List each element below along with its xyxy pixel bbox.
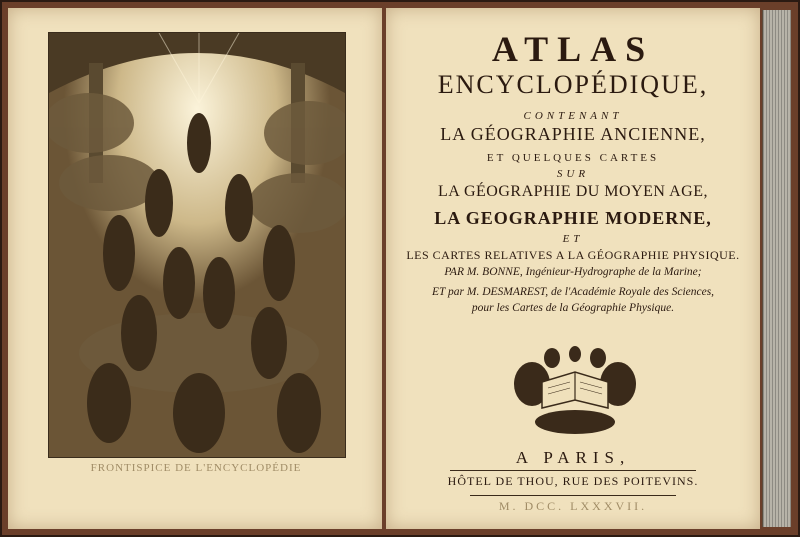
divider-bottom bbox=[470, 495, 676, 496]
text-cartes-physique: LES CARTES RELATIVES A LA GÉOGRAPHIE PHYSIQUE. bbox=[406, 248, 740, 262]
engraving-illustration bbox=[49, 33, 345, 457]
frontispiece-caption: FRONTISPICE DE L'ENCYCLOPÉDIE bbox=[90, 462, 302, 474]
text-quelques-cartes: ET QUELQUES CARTES bbox=[486, 152, 660, 164]
frontispiece-engraving bbox=[48, 32, 346, 458]
divider-top bbox=[450, 470, 696, 471]
text-sur: SUR bbox=[556, 168, 590, 180]
text-et: ET bbox=[562, 233, 584, 245]
book-vignette-icon bbox=[512, 344, 638, 436]
text-moyen-age: LA GÉOGRAPHIE DU MOYEN AGE, bbox=[438, 183, 708, 200]
text-geographie-ancienne: LA GÉOGRAPHIE ANCIENNE, bbox=[440, 124, 706, 144]
text-author-bonne: PAR M. BONNE, Ingénieur-Hydrographe de la Marine; bbox=[444, 266, 702, 278]
text-author-desmarest-cont: pour les Cartes de la Géographie Physique. bbox=[471, 302, 675, 314]
text-date: M. DCC. LXXXVII. bbox=[498, 499, 648, 513]
text-contenant: CONTENANT bbox=[523, 110, 623, 122]
title-encyclopedique: ENCYCLOPÉDIQUE, bbox=[437, 70, 709, 99]
text-author-desmarest: ET par M. DESMAREST, de l'Académie Royale des Sciences, bbox=[431, 286, 715, 298]
text-city: A PARIS, bbox=[515, 448, 631, 467]
title-atlas: ATLAS bbox=[491, 29, 655, 69]
page-edges bbox=[762, 10, 791, 527]
text-geographie-moderne: LA GEOGRAPHIE MODERNE, bbox=[434, 208, 712, 228]
text-publisher: HÔTEL DE THOU, RUE DES POITEVINS. bbox=[447, 474, 699, 488]
